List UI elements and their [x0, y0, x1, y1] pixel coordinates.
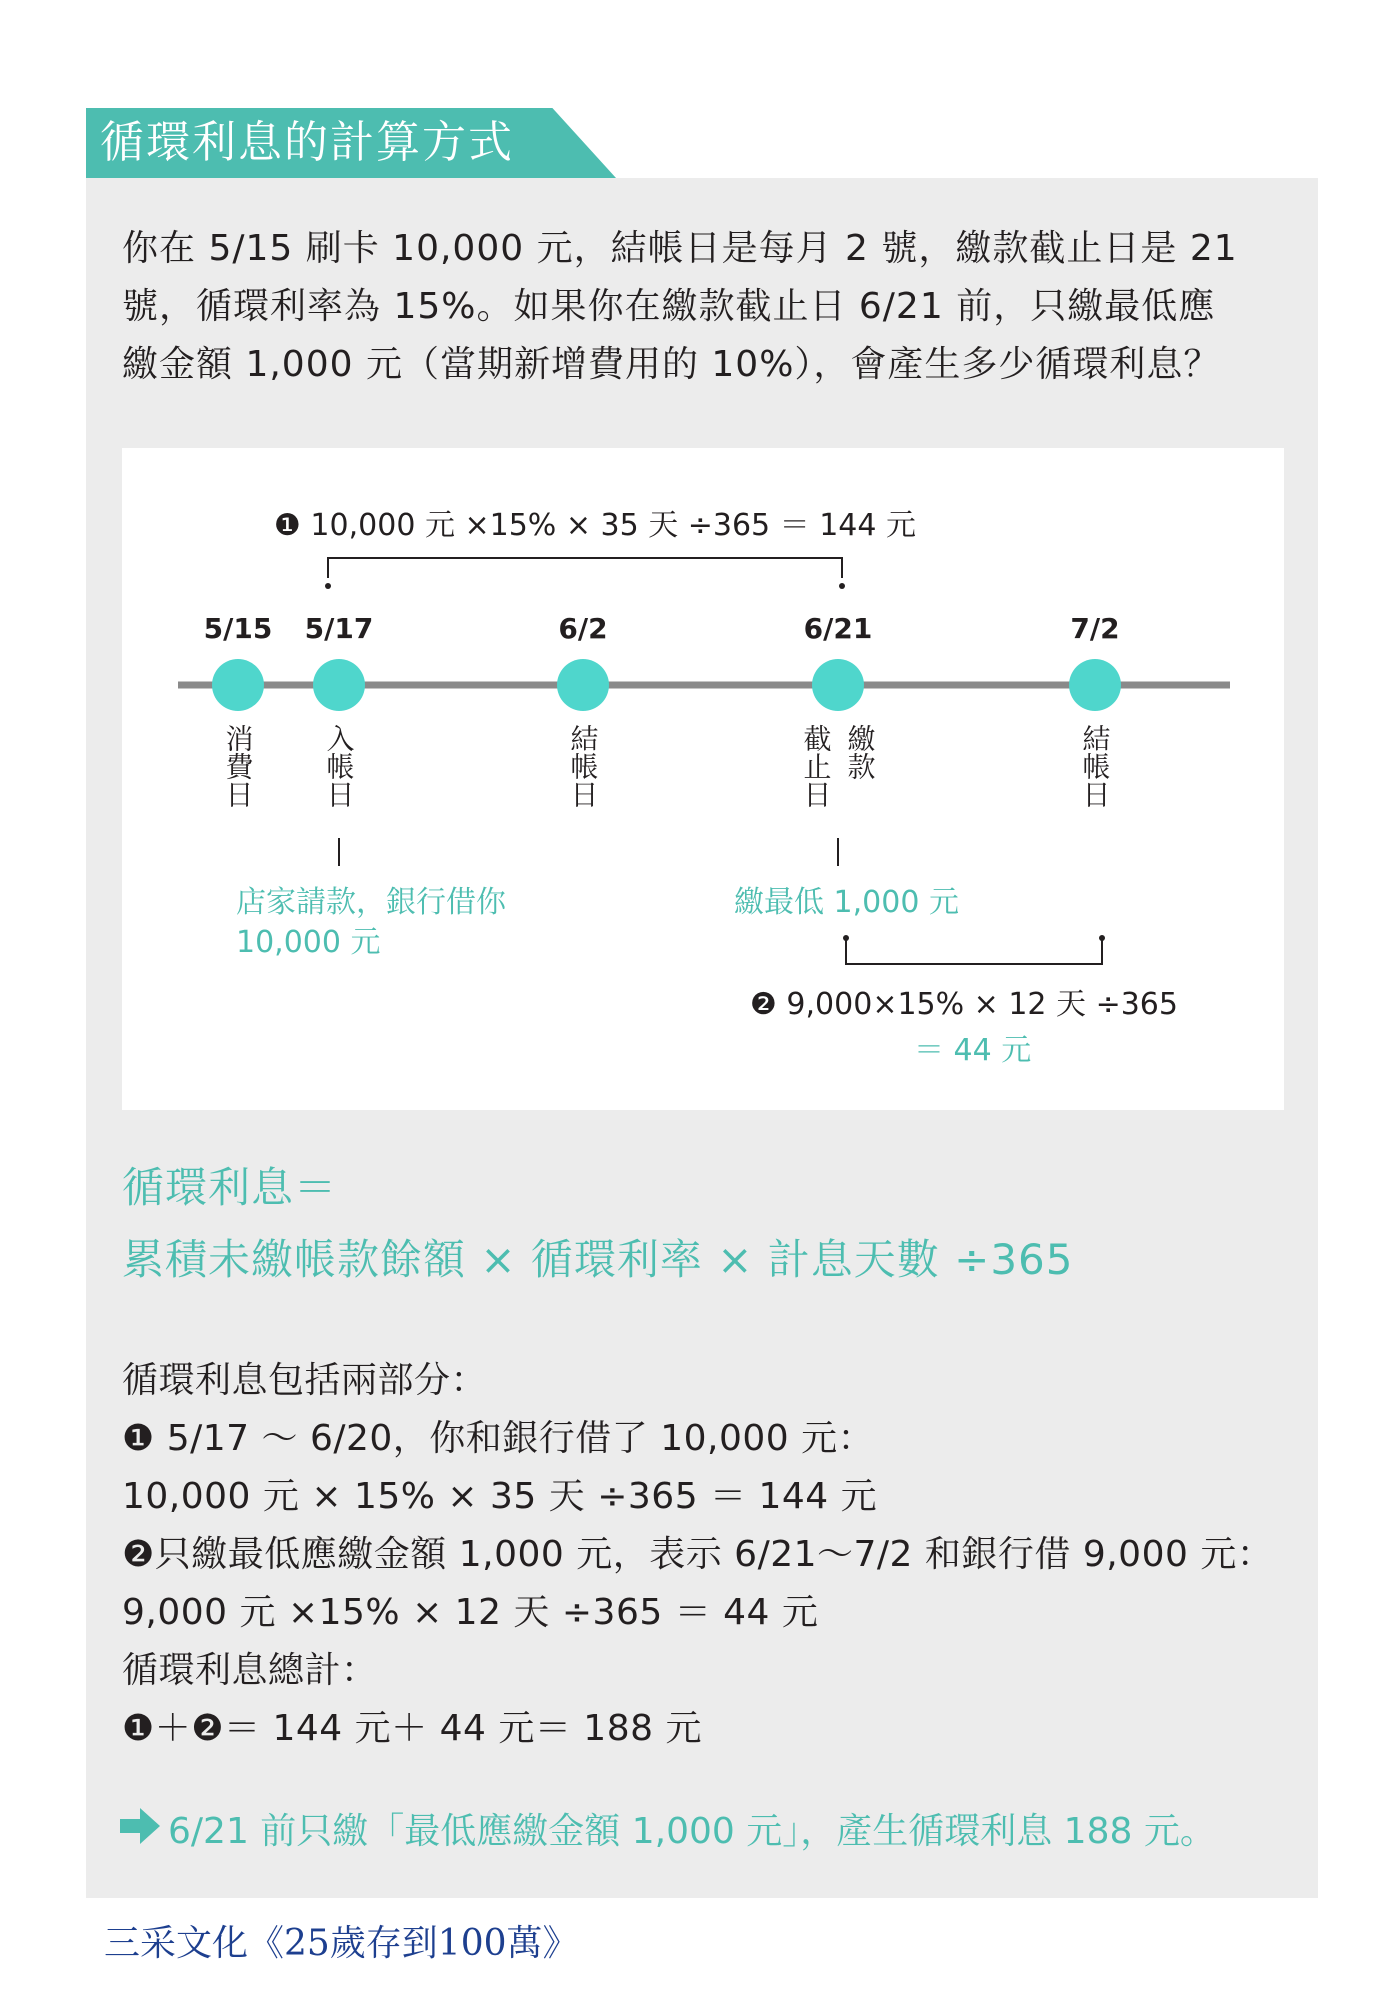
date-label: 6/21 — [803, 612, 873, 645]
explain-line: 10,000 元 × 15% × 35 天 ÷365 ＝ 144 元 — [122, 1476, 878, 1517]
explain-line: 9,000 元 ×15% × 12 天 ÷365 ＝ 44 元 — [122, 1592, 819, 1633]
formula-title: 循環利息＝ — [122, 1163, 338, 1212]
bracket-bottom — [846, 938, 1102, 964]
bracket-dot — [839, 583, 845, 589]
date-label: 5/15 — [203, 612, 273, 645]
intro-line: 你在 5/15 刷卡 10,000 元，結帳日是每月 2 號，繳款截止日是 21 — [122, 228, 1238, 269]
publisher-credit: 三采文化《25歲存到100萬》 — [104, 1923, 579, 1964]
intro-paragraph — [122, 220, 1292, 394]
explanation — [122, 1352, 1273, 1758]
vertical-label: 入帳日 — [322, 724, 356, 808]
note-merchant-amount: 10,000 元 — [236, 925, 381, 960]
timeline-dot — [1069, 659, 1121, 711]
date-label: 6/2 — [558, 612, 608, 645]
vertical-label: 截止日 — [799, 724, 833, 808]
note-min-payment: 繳最低 1,000 元 — [734, 885, 959, 920]
timeline-diagram — [122, 448, 1284, 1110]
conclusion — [120, 1804, 1216, 1861]
timeline-dot — [557, 659, 609, 711]
explain-line: 循環利息總計： — [122, 1650, 378, 1691]
explain-line: 循環利息包括兩部分： — [122, 1360, 488, 1401]
bracket-dot — [1099, 935, 1105, 941]
timeline-dot — [313, 659, 365, 711]
formula-2: ❷ 9,000×15% × 12 天 ÷365 — [750, 987, 1178, 1022]
intro-line: 繳金額 1,000 元（當期新增費用的 10%），會產生多少循環利息？ — [122, 344, 1221, 385]
note-merchant: 店家請款，銀行借你 — [236, 885, 506, 920]
bracket-dot — [325, 583, 331, 589]
explain-line: ❶ 5/17 ～ 6/20，你和銀行借了 10,000 元： — [122, 1418, 875, 1459]
vertical-label: 結帳日 — [1078, 724, 1112, 808]
explain-line: ❷只繳最低應繳金額 1,000 元，表示 6/21～7/2 和銀行借 9,000 元： — [122, 1534, 1274, 1575]
vertical-label: 消費日 — [221, 724, 255, 808]
bracket-dot — [843, 935, 849, 941]
date-label: 5/17 — [304, 612, 374, 645]
timeline-svg — [122, 448, 1284, 1110]
formula-body: 累積未繳帳款餘額 × 循環利率 × 計息天數 ÷365 — [122, 1235, 1074, 1284]
timeline-dot — [212, 659, 264, 711]
page-title: 循環利息的計算方式 — [100, 117, 514, 168]
intro-line: 號，循環利率為 15%。如果你在繳款截止日 6/21 前，只繳最低應 — [122, 286, 1216, 327]
bracket-top — [328, 558, 842, 578]
vertical-label: 繳款 — [843, 724, 877, 780]
formula-2-result: ＝ 44 元 — [914, 1033, 1032, 1068]
explain-line: ❶＋❷＝ 144 元＋ 44 元＝ 188 元 — [122, 1708, 702, 1749]
vertical-label: 結帳日 — [566, 724, 600, 808]
interest-formula — [122, 1152, 1074, 1296]
conclusion-text: 6/21 前只繳「最低應繳金額 1,000 元」，產生循環利息 188 元。 — [168, 1811, 1216, 1852]
right-arrow-icon — [120, 1805, 160, 1861]
formula-1: ❶ 10,000 元 ×15% × 35 天 ÷365 ＝ 144 元 — [274, 508, 917, 543]
date-label: 7/2 — [1070, 612, 1120, 645]
timeline-dot — [812, 659, 864, 711]
